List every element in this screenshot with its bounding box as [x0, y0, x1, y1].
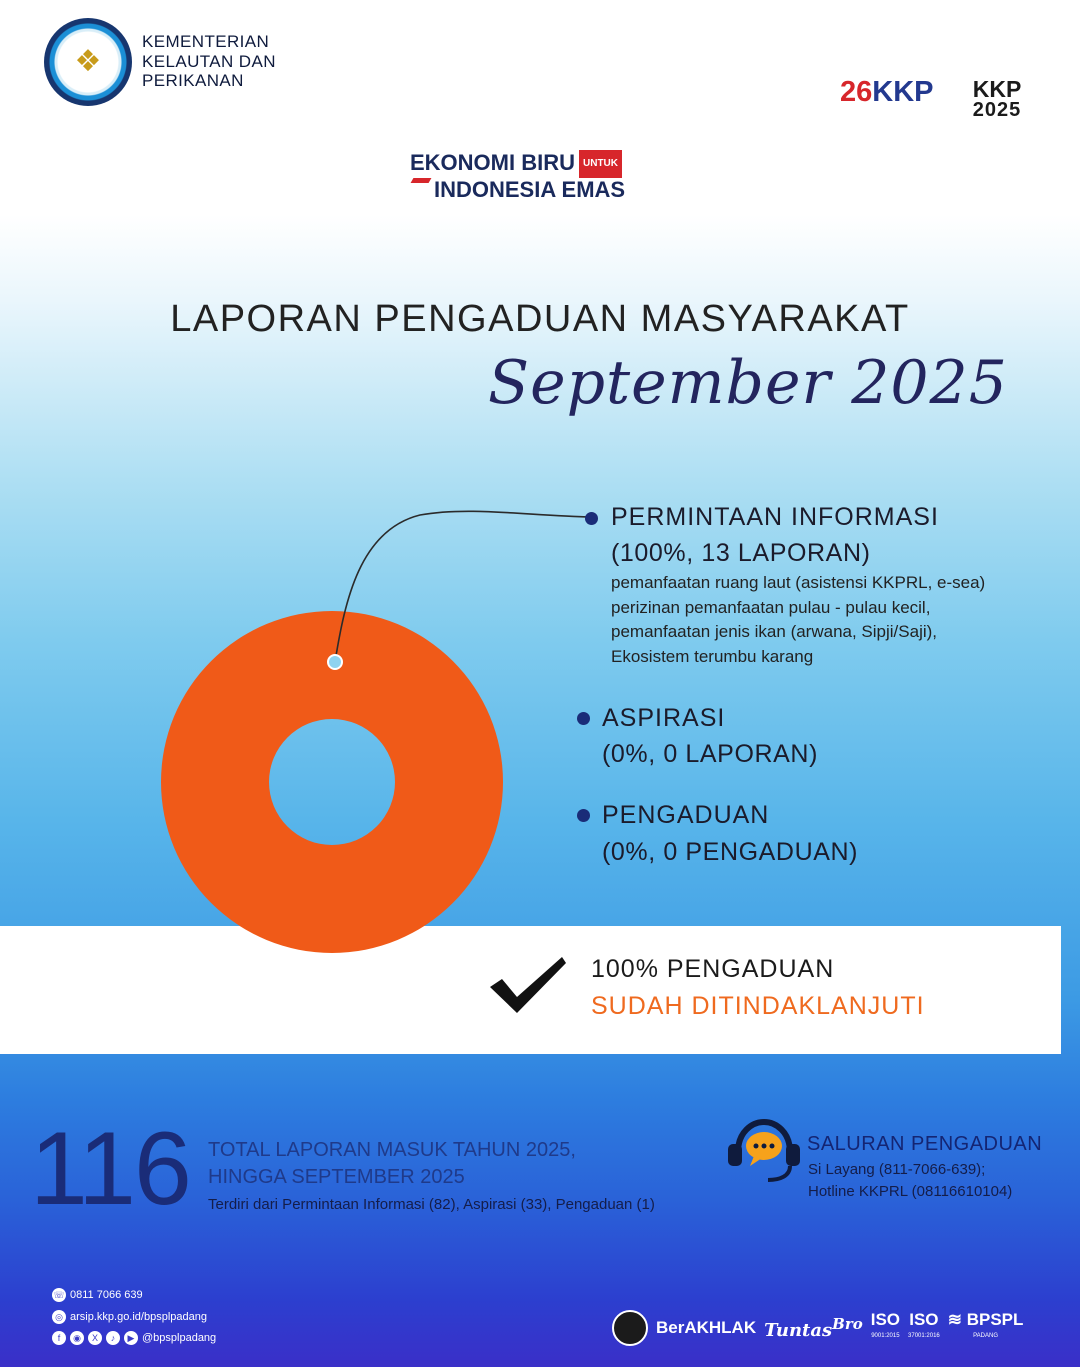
checkmark-icon — [486, 953, 570, 1017]
footer-social-handle: @bpsplpadang — [142, 1332, 217, 1344]
legend-subtitle-informasi: (100%, 13 LAPORAN) — [611, 539, 871, 567]
legend-detail-line: pemanfaatan ruang laut (asistensi KKPRL, e-sea) — [611, 573, 986, 592]
legend-details-informasi — [611, 571, 985, 669]
iso-9001-logo — [871, 1312, 900, 1344]
legend-title-aspirasi: ASPIRASI — [602, 704, 726, 732]
iso-37001-code: 37001:2016 — [908, 1333, 940, 1339]
resolution-percent-text: 100% PENGADUAN — [591, 955, 835, 983]
tiktok-icon[interactable]: ♪ — [106, 1331, 120, 1345]
phone-icon: ☏ — [53, 1290, 65, 1300]
footer-phone-text: 0811 7066 639 — [70, 1289, 143, 1301]
legend-bullet-informasi — [585, 512, 598, 525]
tuntas-suffix: Bro — [832, 1315, 863, 1333]
legend-subtitle-pengaduan: (0%, 0 PENGADUAN) — [602, 838, 859, 866]
legend-detail-line: perizinan pemanfaatan pulau - pulau kecil, — [611, 597, 931, 617]
anniversary-number: 26 — [840, 76, 873, 108]
report-title: LAPORAN PENGADUAN MASYARAKAT — [170, 298, 910, 340]
globe-icon: ◎ — [52, 1310, 66, 1324]
headset-chat-icon — [724, 1118, 802, 1186]
iso-37001-text: ISO — [909, 1310, 939, 1329]
total-reports-number: 116 — [30, 1111, 190, 1227]
bpspl-logo: ≋ BPSPL PADANG — [948, 1312, 1024, 1344]
youtube-icon[interactable]: ▶ — [124, 1331, 138, 1345]
complaint-channel-silayang: Si Layang (811-7066-639); — [808, 1161, 986, 1178]
kkp2025-bottom: 2025 — [972, 99, 1022, 121]
instagram-icon[interactable]: ◉ — [70, 1331, 84, 1345]
legend-detail-line: pemanfaatan jenis ikan (arwana, Sipji/Saji), — [611, 622, 938, 641]
kkp2025-top: KKP — [972, 76, 1022, 102]
berakhlak-logo: BerAKHLAK — [656, 1318, 757, 1337]
tuntas-text: Tuntas — [764, 1320, 833, 1341]
anniversary-kkp-text: KKP — [872, 76, 934, 108]
total-reports-breakdown: Terdiri dari Permintaan Informasi (82), Aspirasi (33), Pengaduan (1) — [208, 1196, 655, 1213]
complaint-channel-title: SALURAN PENGADUAN — [807, 1133, 1043, 1155]
ministry-name-line: PERIKANAN — [142, 71, 244, 90]
ministry-name-line: KELAUTAN DAN — [142, 51, 276, 71]
total-reports-label-2: HINGGA SEPTEMBER 2025 — [208, 1166, 465, 1188]
legend-detail-line: Ekosistem terumbu karang — [611, 646, 814, 666]
x-icon[interactable]: X — [88, 1331, 102, 1345]
legend-bullet-aspirasi — [577, 712, 590, 725]
report-period: September 2025 — [488, 348, 1008, 418]
slogan-line1: EKONOMI BIRU — [410, 150, 575, 175]
seal-logo-icon — [612, 1310, 648, 1346]
resolution-status-text: SUDAH DITINDAKLANJUTI — [591, 992, 925, 1020]
iso-37001-logo — [908, 1312, 940, 1344]
footer-logos — [612, 1310, 1023, 1346]
footer-social — [52, 1331, 216, 1345]
slogan-tag: UNTUK — [579, 150, 622, 178]
garuda-icon: ❖ — [74, 44, 102, 79]
footer-phone — [52, 1288, 143, 1302]
iso-9001-text: ISO — [870, 1310, 901, 1329]
complaint-channel-hotline: Hotline KKPRL (08116610104) — [808, 1183, 1013, 1200]
legend-title-informasi: PERMINTAAN INFORMASI — [611, 503, 939, 531]
facebook-icon[interactable]: f — [52, 1331, 66, 1345]
tuntas-bro-logo — [764, 1315, 863, 1341]
bpspl-sub: PADANG — [973, 1333, 999, 1339]
legend-title-pengaduan: PENGADUAN — [602, 801, 770, 829]
leader-anchor-dot — [328, 655, 342, 669]
bpspl-text: BPSPL — [966, 1310, 1024, 1329]
total-reports-label-1: TOTAL LAPORAN MASUK TAHUN 2025, — [208, 1139, 576, 1161]
legend-bullet-pengaduan — [577, 809, 590, 822]
footer-website[interactable] — [52, 1310, 207, 1324]
ministry-name-line: KEMENTERIAN — [142, 32, 270, 51]
footer-website-text[interactable]: arsip.kkp.go.id/bpsplpadang — [70, 1311, 207, 1323]
legend-subtitle-aspirasi: (0%, 0 LAPORAN) — [602, 740, 819, 768]
iso-9001-code: 9001:2015 — [871, 1333, 900, 1339]
slogan-line2: INDONESIA EMAS — [434, 177, 626, 202]
